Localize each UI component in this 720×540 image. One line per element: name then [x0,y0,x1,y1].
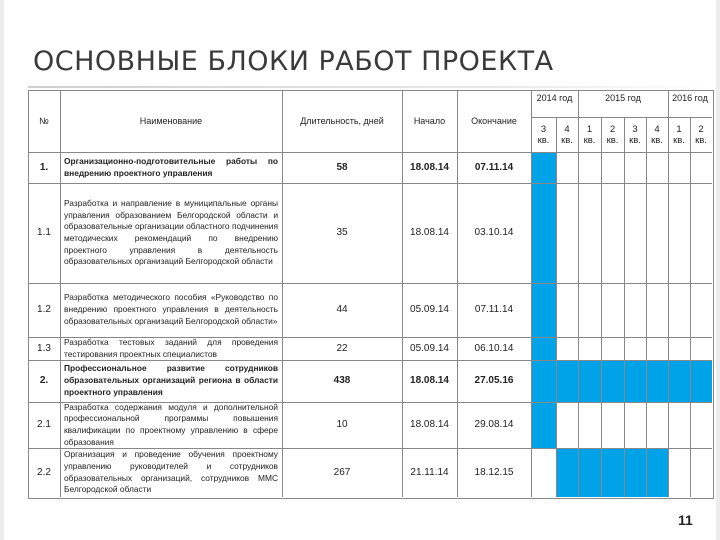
row-number: 2.2 [37,466,51,478]
slide-title: ОСНОВНЫЕ БЛОКИ РАБОТ ПРОЕКТА [33,46,554,77]
row-duration: 44 [336,304,348,315]
row-description [64,284,278,336]
year-header: 2016 год [672,93,708,103]
header-number: № [39,115,49,126]
row-duration: 438 [333,375,351,386]
header-duration: Длительность, дней [300,115,384,126]
row-end-date: 18.12.15 [474,466,514,478]
quarter-number: 3 [540,123,547,135]
year-header: 2015 год [605,93,641,103]
year-divider [578,90,579,497]
quarter-label: кв. [583,134,596,146]
row-duration: 58 [336,161,348,173]
right-edge-decoration [716,0,720,540]
row-start-date: 18.08.14 [410,375,449,386]
quarter-divider [601,117,602,497]
row-number: 1. [39,161,49,173]
quarter-number: 3 [632,123,638,135]
quarter-label: кв. [537,134,550,146]
quarter-divider [624,117,625,497]
row-description-text: Профессиональное развитие сотрудников образовательных организаций региона в области проектного управления [64,363,278,397]
row-number: 2.1 [37,419,51,430]
row-number: 1.3 [37,342,51,354]
row-description-text: Организационно-подготовительные работы по внедрению проектного управления [64,155,278,178]
quarter-header [668,121,690,148]
quarter-header [556,121,578,148]
quarter-label: кв. [673,134,685,146]
row-start-date: 18.08.14 [410,419,449,430]
row-end-date: 27.05.16 [474,375,514,386]
row-end-date: 06.10.14 [474,342,514,354]
row-description [64,361,278,401]
row-description-text: Разработка тестовых заданий для проведения тестирования проектных специалистов [64,338,278,359]
header-name: Наименование [139,115,203,126]
quarter-number: 2 [609,123,616,135]
row-description-text: Разработка содержания модуля и дополнительной профессиональной программы повышения квалификации по проектному управлению в сфере образования [64,403,278,447]
quarter-divider [690,117,691,497]
row-number: 1.2 [37,304,51,315]
row-start-date: 18.08.14 [410,227,449,238]
row-number: 1.1 [37,227,51,238]
row-description [64,403,278,447]
quarter-header [624,121,646,148]
quarter-header [690,121,712,148]
row-description [64,153,278,182]
row-number: 2. [39,375,49,386]
year-divider [668,90,669,497]
row-description [64,338,278,359]
row-end-date: 29.08.14 [474,419,514,430]
row-end-date: 03.10.14 [474,227,514,238]
row-description-text: Разработка и направление в муниципальные органы управления образованием Белгородской области и образовательные организации областного подчинения методических рекомендаций по внедрению проектного управления в деятельность образовательных организаций Белгородской области [64,197,278,267]
left-edge-decoration [0,0,4,540]
header-end: Окончание [471,115,517,126]
quarter-number: 1 [676,123,682,135]
quarter-header [601,121,624,148]
quarter-label: кв. [651,134,663,146]
row-duration: 35 [336,227,348,238]
quarter-number: 2 [698,123,704,135]
row-start-date: 05.09.14 [410,304,449,315]
row-description-text: Разработка методического пособия «Руководство по внедрению проектного управления в деятельность образовательных организаций Белгородской области» [64,292,278,326]
row-duration: 267 [333,466,351,478]
row-end-date: 07.11.14 [474,161,514,173]
row-description [64,449,278,496]
quarter-number: 4 [654,123,660,135]
quarter-header [578,121,601,148]
quarter-label: кв. [629,134,641,146]
row-duration: 22 [336,342,348,354]
row-description-text: Организация и проведение обучения проектному управлению руководителей и сотрудников образовательных организаций, сотрудников ММС Белгородской области [64,449,278,495]
quarter-divider [556,117,557,497]
page-number: 11 [678,512,693,528]
title-underline [28,86,712,88]
row-description [64,184,278,282]
quarter-number: 1 [586,123,593,135]
quarter-label: кв. [695,134,707,146]
row-start-date: 21.11.14 [410,466,449,478]
year-header: 2014 год [536,93,573,103]
quarter-label: кв. [561,134,573,146]
quarter-number: 4 [564,123,570,135]
quarter-header [531,121,556,148]
row-start-date: 05.09.14 [410,342,449,354]
row-start-date: 18.08.14 [410,161,449,173]
quarter-header [646,121,668,148]
quarter-label: кв. [606,134,619,146]
column-divider [531,90,532,497]
header-start: Начало [413,115,446,126]
quarter-divider [646,117,647,497]
row-end-date: 07.11.14 [474,304,514,315]
row-duration: 10 [336,419,348,430]
